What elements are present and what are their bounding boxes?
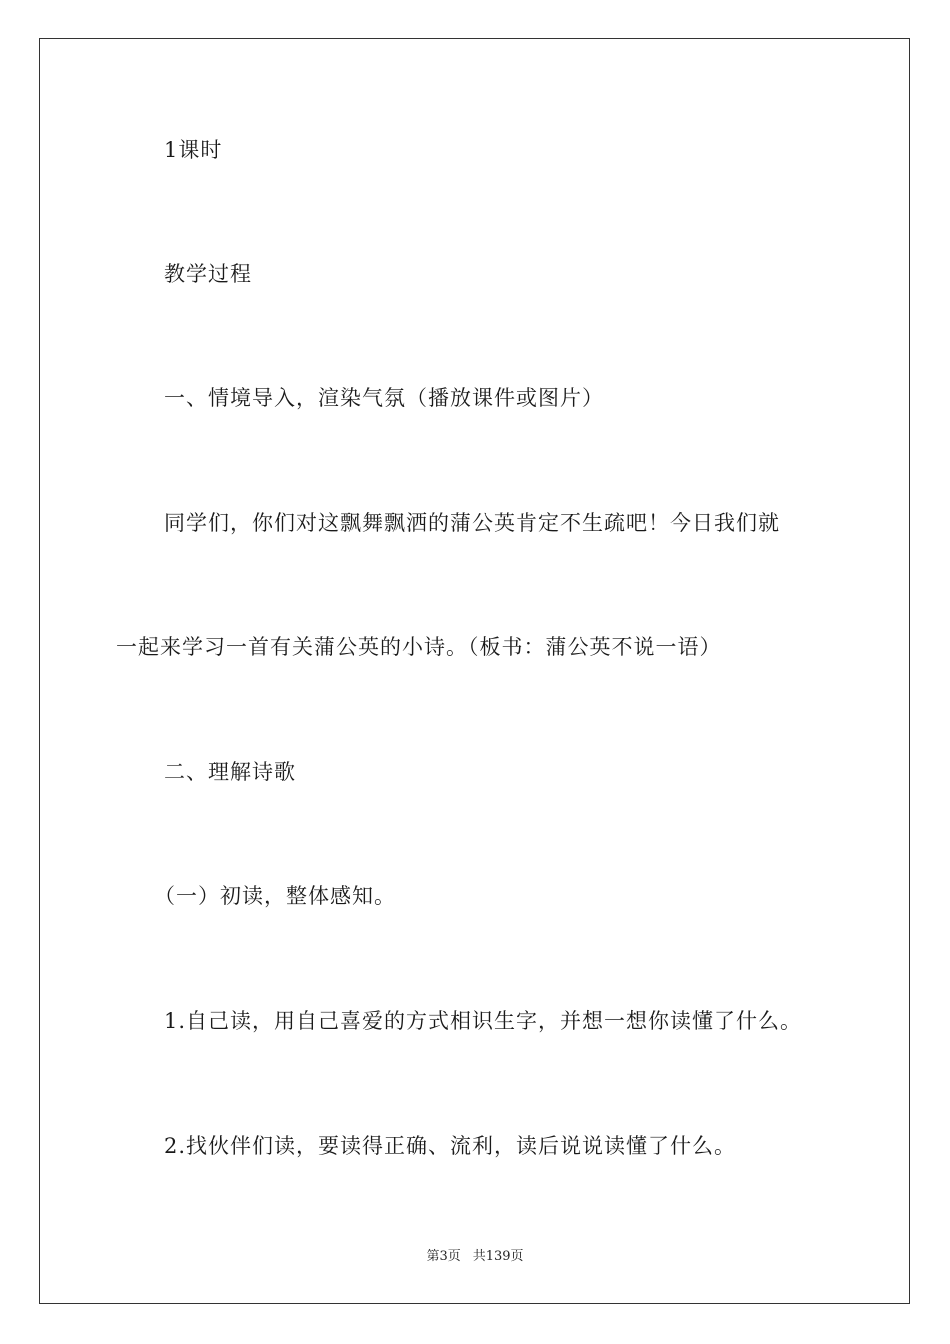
- class-hours-line: 1课时: [164, 138, 223, 162]
- total-pages: 共139页: [472, 1249, 524, 1264]
- teaching-process-heading: 教学过程: [164, 262, 252, 286]
- section-two-heading: 二、理解诗歌: [164, 760, 296, 784]
- page-border: [39, 38, 910, 1304]
- page-number: 第3页: [426, 1249, 461, 1264]
- page-footer: [0, 1248, 950, 1266]
- list-item: 2.找伙伴们读，要读得正确、流利，读后说说读懂了什么。: [164, 1134, 737, 1158]
- subsection-heading: （一）初读，整体感知。: [154, 884, 396, 908]
- list-item: 1.自己读，用自己喜爱的方式相识生字，并想一想你读懂了什么。: [164, 1009, 803, 1033]
- section-one-heading: 一、情境导入，渲染气氛（播放课件或图片）: [164, 386, 604, 410]
- paragraph-line: 一起来学习一首有关蒲公英的小诗。（板书：蒲公英不说一语）: [116, 635, 722, 659]
- paragraph-line: 同学们，你们对这飘舞飘洒的蒲公英肯定不生疏吧！今日我们就: [164, 511, 780, 535]
